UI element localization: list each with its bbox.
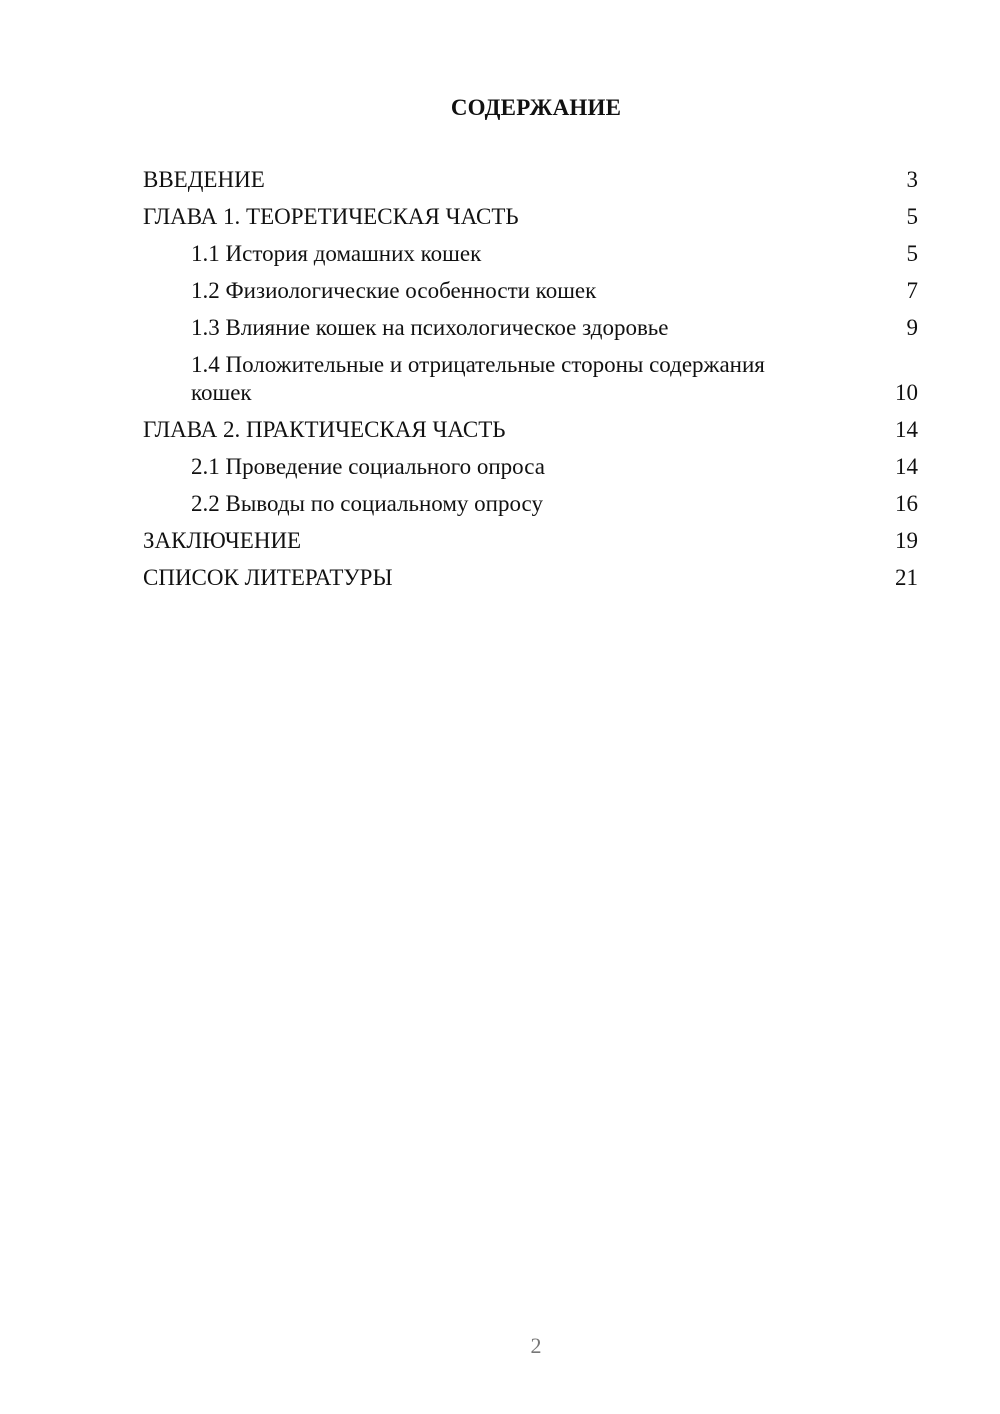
toc-item-page: 10 [895,380,918,405]
page-title: СОДЕРЖАНИЕ [450,95,622,120]
toc-item-title: ЗАКЛЮЧЕНИЕ [143,528,302,553]
toc-item-page: 21 [895,565,918,590]
toc-item[interactable] [143,527,918,555]
page-number: 2 [530,1333,542,1358]
toc-item-title: 2.2 Выводы по социальному опросу [191,491,543,516]
toc-item-title: 1.2 Физиологические особенности кошек [191,278,597,303]
toc-item-page: 16 [895,491,918,516]
toc-item[interactable] [143,564,918,592]
toc-item-page: 5 [906,241,918,266]
toc-item-page: 14 [895,417,918,442]
toc-item-page: 7 [906,278,918,303]
toc-item[interactable] [143,203,918,231]
toc-item-page: 9 [906,315,918,340]
toc-item-page: 3 [906,167,918,192]
toc-item-page: 5 [906,204,918,229]
toc-item-title: ГЛАВА 1. ТЕОРЕТИЧЕСКАЯ ЧАСТЬ [143,204,519,229]
toc-item-title: ГЛАВА 2. ПРАКТИЧЕСКАЯ ЧАСТЬ [143,417,506,442]
toc-item-page: 19 [895,528,918,553]
toc-item-title: 1.3 Влияние кошек на психологическое здоровье [191,315,669,340]
toc-item-page: 14 [895,454,918,479]
toc-item-title: 1.4 Положительные и отрицательные стороны содержания кошек [191,352,765,405]
toc-item[interactable] [143,416,918,444]
toc-item[interactable] [143,314,918,342]
toc-item[interactable] [143,490,918,518]
toc-item[interactable] [143,240,918,268]
table-of-contents [143,166,918,601]
toc-item[interactable] [143,277,918,305]
toc-item[interactable] [143,166,918,194]
toc-item-title: ВВЕДЕНИЕ [143,167,265,192]
toc-item[interactable] [143,351,918,407]
toc-item-title: 1.1 История домашних кошек [191,241,482,266]
toc-item-title: СПИСОК ЛИТЕРАТУРЫ [143,565,393,590]
toc-item-title: 2.1 Проведение социального опроса [191,454,545,479]
toc-item[interactable] [143,453,918,481]
